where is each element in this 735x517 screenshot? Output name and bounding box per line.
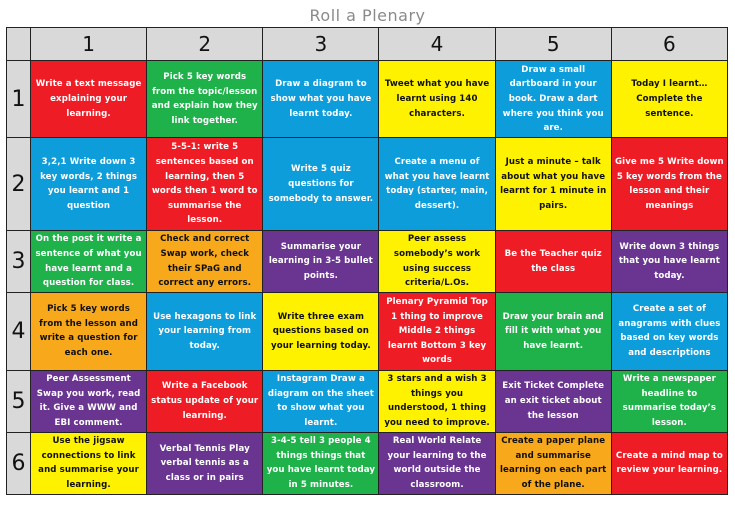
plenary-cell: 3 stars and a wish 3 things you understood, 1 thing you need to improve. xyxy=(379,370,495,432)
row-header: 6 xyxy=(7,432,31,494)
plenary-cell: Give me 5 Write down 5 key words from the lesson and their meanings xyxy=(611,138,727,231)
plenary-cell: Plenary Pyramid Top 1 thing to improve Middle 2 things learnt Bottom 3 key words xyxy=(379,293,495,370)
plenary-cell: Peer assess somebody’s work using success criteria/L.Os. xyxy=(379,231,495,293)
plenary-cell: Write a text message explaining your learning. xyxy=(31,61,147,138)
plenary-cell: Use hexagons to link your learning from today. xyxy=(147,293,263,370)
plenary-cell: Be the Teacher quiz the class xyxy=(495,231,611,293)
plenary-cell: Draw a diagram to show what you have learnt today. xyxy=(263,61,379,138)
plenary-cell: Tweet what you have learnt using 140 characters. xyxy=(379,61,495,138)
plenary-cell: Today I learnt… Complete the sentence. xyxy=(611,61,727,138)
plenary-cell: 3-4-5 tell 3 people 4 things things that you have learnt today in 5 minutes. xyxy=(263,432,379,494)
plenary-cell: Draw a small dartboard in your book. Draw a dart where you think you are. xyxy=(495,61,611,138)
plenary-cell: Write a Facebook status update of your learning. xyxy=(147,370,263,432)
row-header: 3 xyxy=(7,231,31,293)
plenary-cell: 5-5-1: write 5 sentences based on learning, then 5 words then 1 word to summarise the lesson. xyxy=(147,138,263,231)
row-header: 2 xyxy=(7,138,31,231)
plenary-cell: Pick 5 key words from the topic/lesson and explain how they link together. xyxy=(147,61,263,138)
column-header: 5 xyxy=(495,28,611,61)
plenary-cell: Pick 5 key words from the lesson and write a question for each one. xyxy=(31,293,147,370)
column-header: 6 xyxy=(611,28,727,61)
row-header: 4 xyxy=(7,293,31,370)
plenary-cell: 3,2,1 Write down 3 key words, 2 things you learnt and 1 question xyxy=(31,138,147,231)
plenary-cell: Write 5 quiz questions for somebody to answer. xyxy=(263,138,379,231)
grid-row xyxy=(7,138,728,231)
plenary-cell: Verbal Tennis Play verbal tennis as a class or in pairs xyxy=(147,432,263,494)
plenary-cell: Write a newspaper headline to summarise today’s lesson. xyxy=(611,370,727,432)
plenary-cell: Check and correct Swap work, check their SPaG and correct any errors. xyxy=(147,231,263,293)
plenary-cell: Summarise your learning in 3-5 bullet points. xyxy=(263,231,379,293)
plenary-cell: Instagram Draw a diagram on the sheet to show what you learnt. xyxy=(263,370,379,432)
grid-row xyxy=(7,293,728,370)
grid-row xyxy=(7,61,728,138)
row-header: 1 xyxy=(7,61,31,138)
row-header: 5 xyxy=(7,370,31,432)
column-header: 4 xyxy=(379,28,495,61)
plenary-cell: Create a set of anagrams with clues based on key words and descriptions xyxy=(611,293,727,370)
grid-row xyxy=(7,231,728,293)
plenary-cell: Draw your brain and fill it with what you have learnt. xyxy=(495,293,611,370)
column-header: 1 xyxy=(31,28,147,61)
corner-cell xyxy=(7,28,31,61)
plenary-cell: Just a minute – talk about what you have learnt for 1 minute in pairs. xyxy=(495,138,611,231)
plenary-cell: Write three exam questions based on your learning today. xyxy=(263,293,379,370)
plenary-cell: Exit Ticket Complete an exit ticket about the lesson xyxy=(495,370,611,432)
plenary-grid xyxy=(6,27,728,495)
plenary-cell: Use the jigsaw connections to link and summarise your learning. xyxy=(31,432,147,494)
plenary-cell: Create a menu of what you have learnt today (starter, main, dessert). xyxy=(379,138,495,231)
grid-row xyxy=(7,370,728,432)
column-header-row xyxy=(7,28,728,61)
page-title: Roll a Plenary xyxy=(309,6,426,25)
grid-row xyxy=(7,432,728,494)
plenary-cell: On the post it write a sentence of what you have learnt and a question for class. xyxy=(31,231,147,293)
column-header: 3 xyxy=(263,28,379,61)
plenary-cell: Create a mind map to review your learning. xyxy=(611,432,727,494)
plenary-cell: Create a paper plane and summarise learning on each part of the plane. xyxy=(495,432,611,494)
column-header: 2 xyxy=(147,28,263,61)
plenary-cell: Real World Relate your learning to the world outside the classroom. xyxy=(379,432,495,494)
plenary-cell: Peer Assessment Swap you work, read it. Give a WWW and EBI comment. xyxy=(31,370,147,432)
plenary-cell: Write down 3 things that you have learnt today. xyxy=(611,231,727,293)
